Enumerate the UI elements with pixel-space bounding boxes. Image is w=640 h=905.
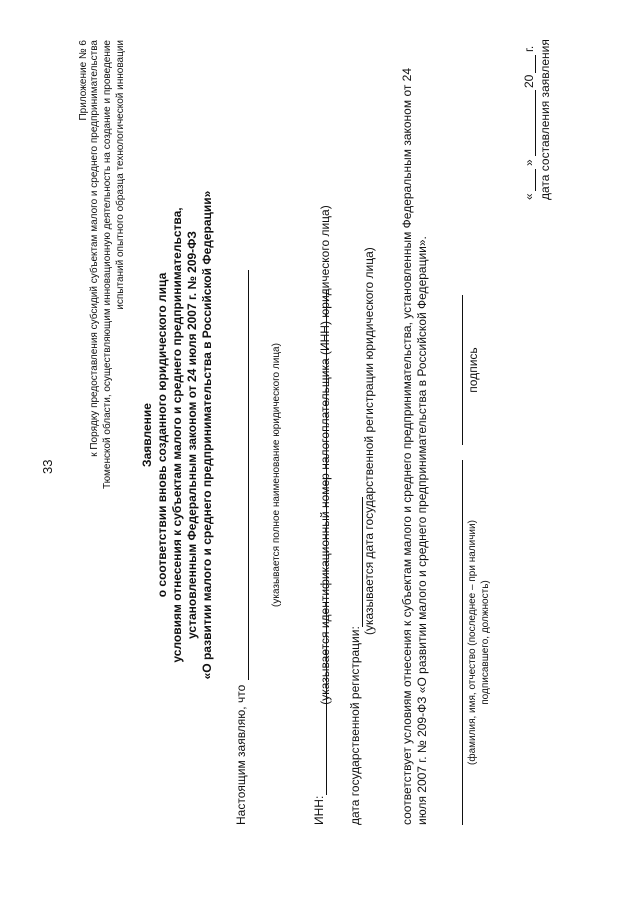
title-line: о соответствии вновь созданного юридического лица <box>155 272 169 598</box>
appendix-line: к Порядку предоставления субсидий субъектам малого и среднего предпринимательства <box>89 40 100 457</box>
inn-label: ИНН: <box>312 795 326 825</box>
quote-open: « <box>522 193 536 200</box>
reg-date-caption: (указывается дата государственной регистрации юридического лица) <box>362 247 376 635</box>
date-caption: дата составления заявления <box>538 39 552 200</box>
org-name-field-line[interactable] <box>248 270 249 680</box>
year-suffix: г. <box>522 45 536 52</box>
declare-label: Настоящим заявляю, что <box>234 684 248 825</box>
fio-caption-line: (фамилия, имя, отчество (последнее – при наличии) <box>467 520 478 765</box>
page-number: 33 <box>40 459 55 474</box>
day-field-line[interactable] <box>535 169 536 191</box>
title-line: Заявление <box>140 403 154 467</box>
date-fields <box>522 30 537 200</box>
reg-date-label: дата государственной регистрации: <box>348 626 362 825</box>
quote-close: » <box>522 159 536 166</box>
compliance-line: июля 2007 г. № 209-ФЗ «О развитии малого и среднего предпринимательства в Российской Федерации». <box>415 236 429 825</box>
fio-caption-line: подписавшего, должность) <box>480 580 491 705</box>
title-line: условиям отнесения к субъектам малого и среднего предпринимательства, <box>170 207 184 663</box>
signature-field-line[interactable] <box>462 295 463 445</box>
compliance-line: соответствует условиям отнесения к субъектам малого и среднего предпринимательства, установленным Федеральным законом от 24 <box>400 67 414 825</box>
signature-caption: подпись <box>466 347 480 393</box>
appendix-line: Тюменской области, осуществляющим инновационную деятельность на создание и проведение <box>102 40 113 490</box>
fio-caption <box>466 460 492 825</box>
appendix-title: Приложение № 6 <box>78 40 89 121</box>
year-prefix: 20 <box>522 74 536 88</box>
appendix-subtitle <box>88 40 127 600</box>
org-name-caption: (указывается полное наименование юридического лица) <box>271 343 282 607</box>
inn-caption: (указывается идентификационный номер налогоплательщика (ИНН) юридического лица) <box>318 205 332 705</box>
fio-field-line[interactable] <box>462 460 463 825</box>
document-title <box>140 65 215 805</box>
compliance-text <box>400 25 430 825</box>
application-date <box>522 30 553 200</box>
month-field-line[interactable] <box>535 90 536 156</box>
year-field-line[interactable] <box>535 55 536 73</box>
title-line: «О развитии малого и среднего предпринимательства в Российской Федерации» <box>200 190 214 680</box>
appendix-line: испытаний опытного образца технологической инновации <box>115 40 126 310</box>
title-line: установленным Федеральным законом от 24 июля 2007 г. № 209-ФЗ <box>185 231 199 639</box>
